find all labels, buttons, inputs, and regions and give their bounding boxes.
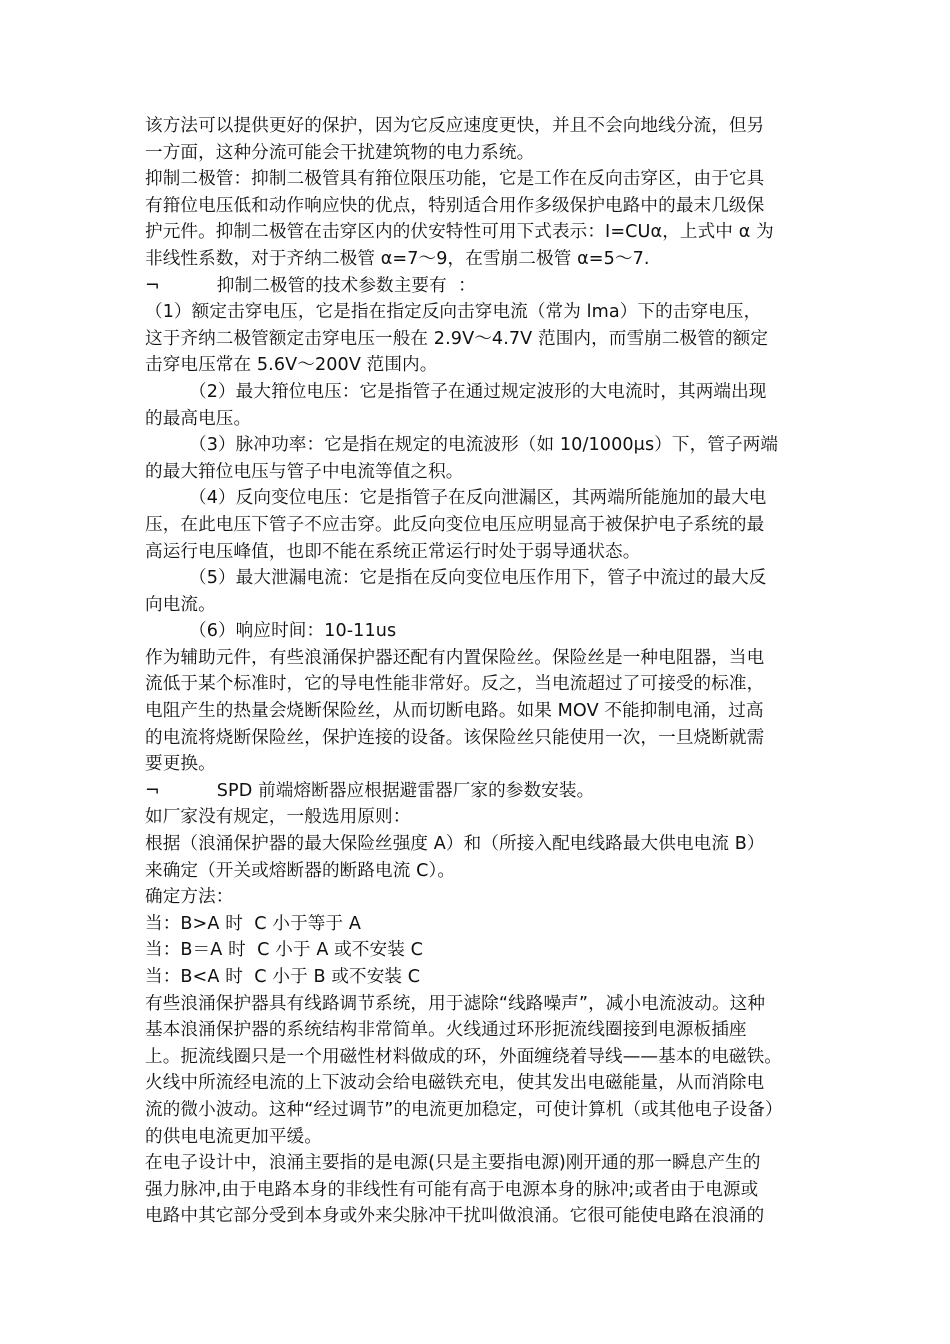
text-line: 要更换。 bbox=[145, 754, 216, 775]
text-line: （5）最大泄漏电流：它是指在反向变位电压作用下，管子中流过的最大反 bbox=[189, 568, 767, 589]
text-line: （3）脉冲功率：它是指在规定的电流波形（如 10/1000μs）下，管子两端 bbox=[189, 435, 779, 456]
text-line: 电阻产生的热量会烧断保险丝，从而切断电路。如果 MOV 不能抑制电涌，过高 bbox=[145, 701, 764, 722]
text-line: 有箝位电压低和动作响应快的优点，特别适合用作多级保护电路中的最末几级保 bbox=[145, 195, 765, 216]
document-body bbox=[145, 113, 815, 1230]
text-line: 根据（浪涌保护器的最大保险丝强度 A）和（所接入配电线路最大供电电流 B） bbox=[145, 834, 765, 855]
text-line: 的最大箝位电压与管子中电流等值之积。 bbox=[145, 461, 464, 482]
text-line: 的电流将烧断保险丝，保护连接的设备。该保险丝只能使用一次，一旦烧断就需 bbox=[145, 727, 765, 748]
text-line: 当：B<A 时 C 小于 B 或不安装 C bbox=[145, 967, 421, 987]
text-line: 流低于某个标准时，它的导电性能非常好。反之，当电流超过了可接受的标准， bbox=[145, 674, 765, 695]
text-line: 压，在此电压下管子不应击穿。此反向变位电压应明显高于被保护电子系统的最 bbox=[145, 514, 765, 535]
text-line: 流的微小波动。这种“经过调节”的电流更加稳定，可使计算机（或其他电子设备） bbox=[145, 1099, 783, 1120]
text-line: 当：B>A 时 C 小于等于 A bbox=[145, 913, 361, 934]
text-line: 非线性系数，对于齐纳二极管 α=7～9，在雪崩二极管 α=5～7. bbox=[145, 248, 650, 269]
text-line: （1）额定击穿电压，它是指在指定反向击穿电流（常为 lma）下的击穿电压， bbox=[145, 302, 762, 323]
text-line: 向电流。 bbox=[145, 594, 216, 615]
text-line: 在电子设计中，浪涌主要指的是电源(只是主要指电源)刚开通的那一瞬息产生的 bbox=[145, 1153, 761, 1174]
text-line: 强力脉冲,由于电路本身的非线性有可能有高于电源本身的脉冲;或者由于电源或 bbox=[145, 1179, 759, 1200]
text-line: 上。扼流线圈只是一个用磁性材料做成的环，外面缠绕着导线——基本的电磁铁。 bbox=[145, 1046, 782, 1067]
text-line: 抑制二极管：抑制二极管具有箝位限压功能，它是工作在反向击穿区，由于它具 bbox=[145, 169, 765, 190]
text-line: 基本浪涌保护器的系统结构非常简单。火线通过环形扼流线圈接到电源板插座 bbox=[145, 1020, 747, 1041]
bullet-line: ¬ SPD 前端熔断器应根据避雷器厂家的参数安装。 bbox=[145, 780, 595, 801]
text-line: （4）反向变位电压：它是指管子在反向泄漏区，其两端所能施加的最大电 bbox=[189, 488, 767, 509]
text-line: 确定方法： bbox=[145, 887, 234, 908]
text-line: 这于齐纳二极管额定击穿电压一般在 2.9V～4.7V 范围内，而雪崩二极管的额定 bbox=[145, 328, 769, 349]
text-line: 一方面，这种分流可能会干扰建筑物的电力系统。 bbox=[145, 142, 535, 163]
text-line: 电路中其它部分受到本身或外来尖脉冲干扰叫做浪涌。它很可能使电路在浪涌的 bbox=[145, 1206, 765, 1227]
text-line: 当：B＝A 时 C 小于 A 或不安装 C bbox=[145, 940, 423, 961]
text-line: 击穿电压常在 5.6V～200V 范围内。 bbox=[145, 355, 438, 376]
text-line: （2）最大箝位电压：它是指管子在通过规定波形的大电流时，其两端出现 bbox=[189, 381, 767, 402]
text-line: 的最高电压。 bbox=[145, 408, 252, 429]
bullet-line: ¬ 抑制二极管的技术参数主要有 ： bbox=[145, 275, 476, 296]
text-line: （6）响应时间：10-11us bbox=[189, 621, 397, 642]
text-line: 护元件。抑制二极管在击穿区内的伏安特性可用下式表示：I=CUα，上式中 α 为 bbox=[145, 222, 774, 243]
text-line: 该方法可以提供更好的保护，因为它反应速度更快，并且不会向地线分流，但另 bbox=[145, 116, 765, 136]
text-line: 如厂家没有规定，一般选用原则： bbox=[145, 807, 411, 828]
text-line: 高运行电压峰值，也即不能在系统正常运行时处于弱导通状态。 bbox=[145, 541, 641, 562]
text-line: 火线中所流经电流的上下波动会给电磁铁充电，使其发出电磁能量，从而消除电 bbox=[145, 1073, 765, 1094]
text-line: 有些浪涌保护器具有线路调节系统，用于滤除“线路噪声”，减小电流波动。这种 bbox=[145, 993, 766, 1014]
text-line: 来确定（开关或熔断器的断路电流 C）。 bbox=[145, 860, 456, 881]
text-line: 的供电电流更加平缓。 bbox=[145, 1126, 322, 1147]
text-line: 作为辅助元件，有些浪涌保护器还配有内置保险丝。保险丝是一种电阻器，当电 bbox=[145, 647, 765, 668]
